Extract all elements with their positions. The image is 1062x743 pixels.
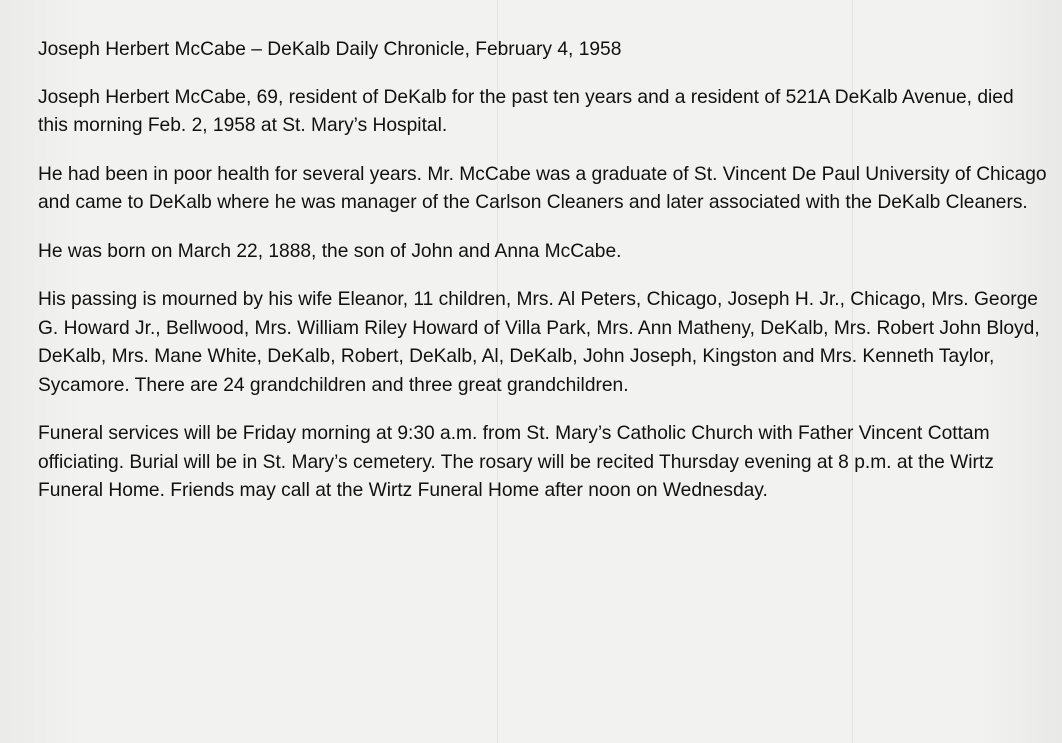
paragraph-funeral-services: Funeral services will be Friday morning at 9:30 a.m. from St. Mary’s Catholic Church with Father Vincent Cottam officiating. Burial will be in St. Mary’s cemetery. The rosary will be recited Thursday evening at 8 p.m. at the Wirtz Funeral Home. Friends may call at the Wirtz Funeral Home after noon on Wednesday. (38, 423, 994, 501)
obituary-document (38, 36, 1048, 526)
paragraph-health-career: He had been in poor health for several years. Mr. McCabe was a graduate of St. Vincent De Paul University of Chicago and came to DeKalb where he was manager of the Carlson Cleaners and later associated with the DeKalb Cleaners. (38, 163, 1047, 213)
document-heading: Joseph Herbert McCabe – DeKalb Daily Chronicle, February 4, 1958 (38, 39, 622, 60)
paragraph-death-notice: Joseph Herbert McCabe, 69, resident of DeKalb for the past ten years and a resident of 521A DeKalb Avenue, died this morning Feb. 2, 1958 at St. Mary’s Hospital. (38, 86, 1014, 136)
paragraph-survivors: His passing is mourned by his wife Eleanor, 11 children, Mrs. Al Peters, Chicago, Joseph H. Jr., Chicago, Mrs. George G. Howard Jr., Bellwood, Mrs. William Riley Howard of Villa Park, Mrs. Ann Matheny, DeKalb, Mrs. Robert John Bloyd, DeKalb, Mrs. Mane White, DeKalb, Robert, DeKalb, Al, DeKalb, John Joseph, Kingston and Mrs. Kenneth Taylor, Sycamore. There are 24 grandchildren and three great grandchildren. (38, 289, 1040, 396)
paragraph-birth: He was born on March 22, 1888, the son of John and Anna McCabe. (38, 240, 622, 262)
